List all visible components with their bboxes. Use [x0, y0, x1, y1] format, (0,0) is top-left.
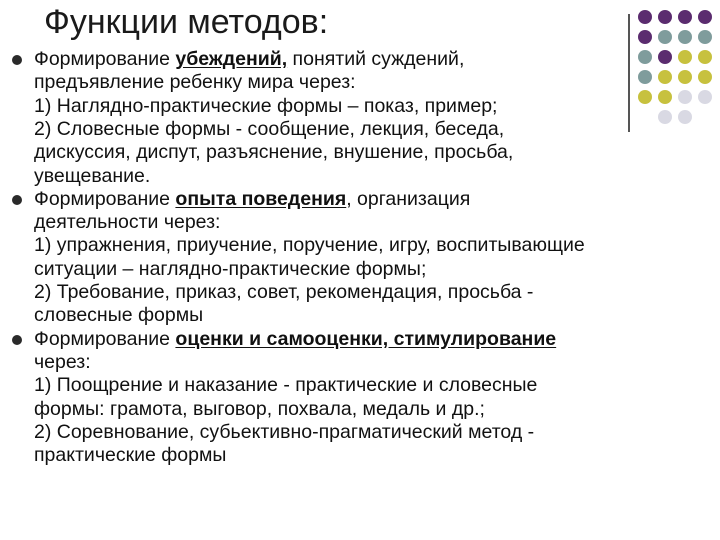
- bullet-line: [34, 211, 220, 234]
- line-text: 1) Наглядно-практические формы – показ, пример;: [34, 94, 498, 117]
- bullet-line: [34, 444, 226, 467]
- decorative-dot: [678, 10, 692, 24]
- decorative-dot: [638, 50, 652, 64]
- bullet-line: [34, 304, 203, 327]
- decorative-dot: [678, 110, 692, 124]
- line-text: ситуации – наглядно-практические формы;: [34, 257, 427, 280]
- line-text: , организация: [346, 187, 471, 210]
- bullet-line: [34, 421, 534, 444]
- bullet-line: [34, 95, 497, 118]
- bullet-line: [34, 398, 485, 421]
- line-text: практические формы: [34, 444, 227, 467]
- line-text: 2) Соревнование, субьективно-прагматический метод -: [34, 420, 535, 443]
- decorative-dot: [658, 90, 672, 104]
- line-text: предъявление ребенку мира через:: [34, 71, 356, 94]
- line-text: понятий суждений,: [287, 48, 465, 70]
- bullet-line: [34, 281, 533, 304]
- decorative-dot: [658, 110, 672, 124]
- decorative-dot: [638, 70, 652, 84]
- decorative-dot: [638, 90, 652, 104]
- line-text: 1) Поощрение и наказание - практические и словесные: [34, 374, 538, 397]
- bullet-marker: [12, 55, 22, 65]
- bullet-line: [34, 374, 537, 397]
- bullet-line: [34, 48, 464, 71]
- line-text: деятельности через:: [34, 211, 221, 234]
- decorative-divider: [628, 14, 630, 132]
- bullet-line: [34, 351, 91, 374]
- bullet-line: [34, 71, 356, 94]
- decorative-dot: [658, 10, 672, 24]
- decorative-dot: [678, 50, 692, 64]
- emphasized-term: оценки и самооценки, стимулирование: [175, 327, 557, 350]
- bullet-line: [34, 141, 513, 164]
- bullet-line: [34, 118, 504, 141]
- decorative-dot: [678, 90, 692, 104]
- bullet-line: [34, 328, 556, 351]
- decorative-dot: [658, 70, 672, 84]
- line-text: через:: [34, 350, 91, 373]
- decorative-dot: [638, 30, 652, 44]
- bullet-line: [34, 234, 585, 257]
- decorative-dot: [698, 50, 712, 64]
- bullet-line: [34, 165, 150, 188]
- bullet-line: [34, 188, 470, 211]
- line-text: 2) Требование, приказ, совет, рекомендация, просьба -: [34, 281, 534, 303]
- line-text: 2) Словесные формы - сообщение, лекция, беседа,: [34, 117, 505, 140]
- decorative-dot: [678, 70, 692, 84]
- line-text: Формирование: [34, 48, 176, 70]
- line-text: Формирование: [34, 327, 176, 350]
- decorative-dot: [698, 70, 712, 84]
- line-text: формы: грамота, выговор, похвала, медаль и др.;: [34, 397, 485, 420]
- decorative-dot: [698, 10, 712, 24]
- decorative-dot: [658, 50, 672, 64]
- line-text: увещевание.: [34, 164, 151, 187]
- line-text: 1) упражнения, приучение, поручение, игру, воспитывающие: [34, 234, 585, 257]
- bullet-line: [34, 258, 426, 281]
- decorative-dot: [658, 30, 672, 44]
- emphasized-term: убеждений,: [175, 48, 288, 70]
- line-text: словесные формы: [34, 304, 204, 327]
- decorative-dot: [698, 90, 712, 104]
- decorative-dot: [638, 10, 652, 24]
- bullet-marker: [12, 335, 22, 345]
- line-text: Формирование: [34, 187, 176, 210]
- emphasized-term: опыта поведения: [175, 187, 347, 210]
- bullet-marker: [12, 195, 22, 205]
- line-text: дискуссия, диспут, разъяснение, внушение, просьба,: [34, 141, 514, 164]
- decorative-dot: [698, 30, 712, 44]
- decorative-dot: [678, 30, 692, 44]
- slide-title: Функции методов:: [44, 3, 329, 41]
